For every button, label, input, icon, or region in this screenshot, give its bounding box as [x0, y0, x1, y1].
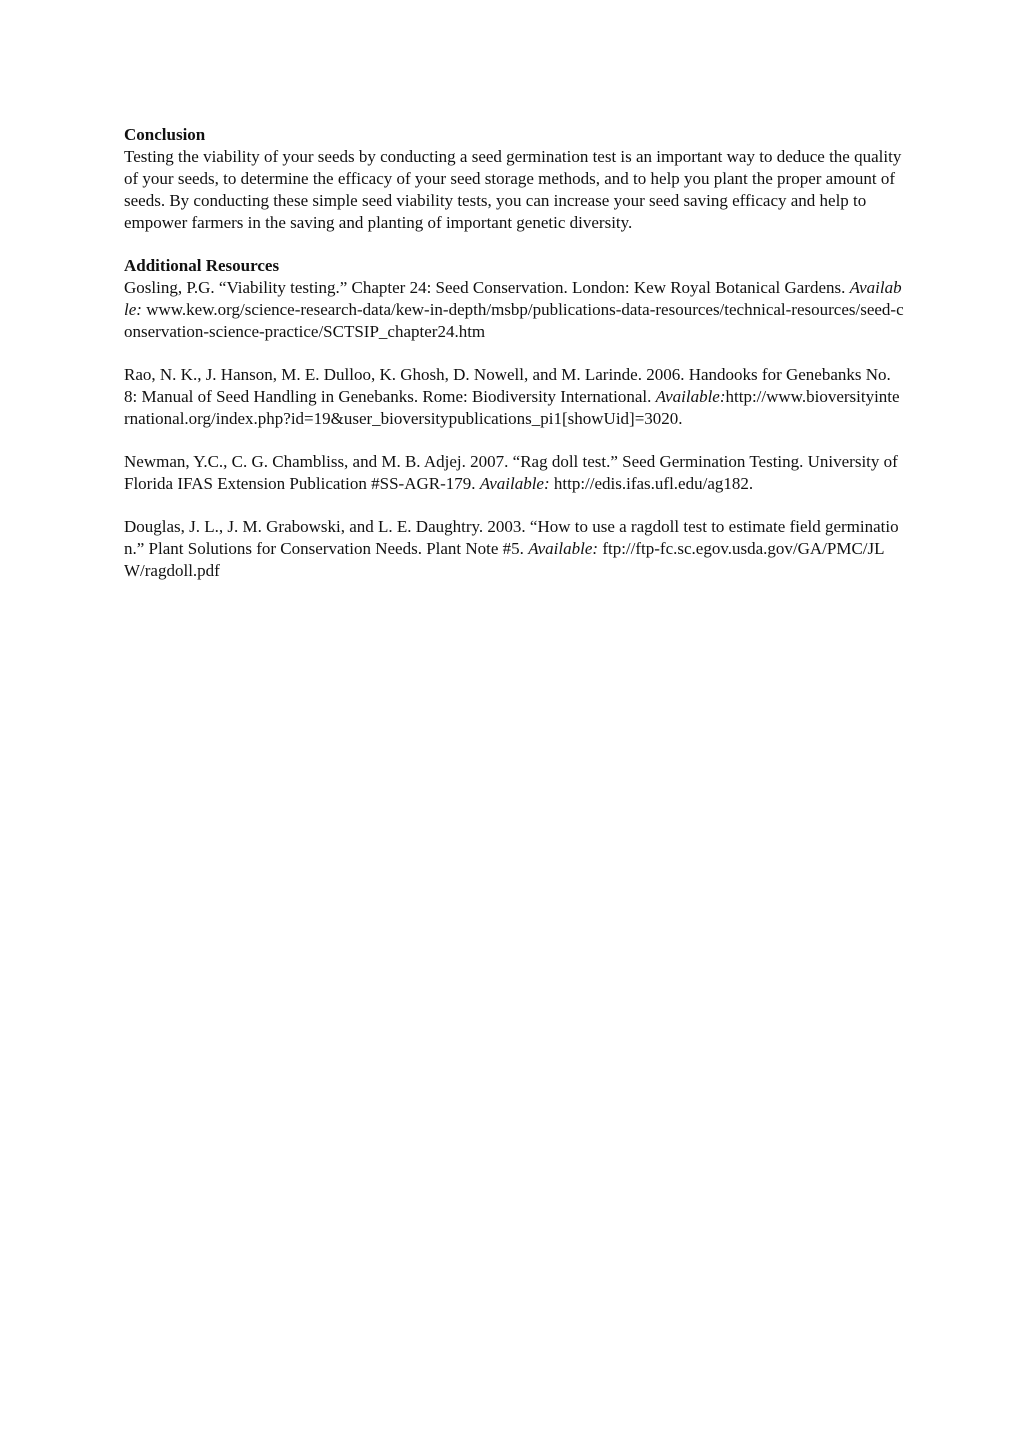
conclusion-heading: Conclusion	[124, 125, 206, 144]
conclusion-paragraph: Testing the viability of your seeds by conducting a seed germination test is an important way to deduce the quality of your seeds, to determine the efficacy of your seed storage methods, and to help you plant the proper amount of seeds. By conducting these simple seed viability tests, you can increase your seed saving efficacy and help to empower farmers in the saving and planting of important genetic diversity.	[124, 147, 902, 232]
reference-item-gosling	[124, 277, 904, 343]
reference-url[interactable]: www.kew.org/science-research-data/kew-in-depth/msbp/publications-data-resources/technical-resources/seed-conservation-science-practice/SCTSIP_chapter24.htm	[124, 300, 904, 341]
reference-url[interactable]: ftp://ftp-fc.sc.egov.usda.gov/GA/PMC/JLW/ragdoll.pdf	[124, 539, 885, 580]
reference-citation: Douglas, J. L., J. M. Grabowski, and L. E. Daughtry. 2003. “How to use a ragdoll test to estimate field germination.” Plant Solutions for Conservation Needs. Plant Note #5.	[124, 517, 899, 558]
available-label: Available:	[528, 539, 599, 558]
resources-heading: Additional Resources	[124, 256, 280, 275]
reference-url[interactable]: http://www.bioversityinternational.org/index.php?id=19&user_bioversitypublications_pi1[showUid]=3020.	[124, 387, 900, 428]
reference-item-douglas	[124, 516, 904, 582]
available-label: Available:	[479, 474, 550, 493]
reference-citation: Gosling, P.G. “Viability testing.” Chapter 24: Seed Conservation. London: Kew Royal Botanical Gardens.	[124, 278, 850, 297]
conclusion-section	[124, 124, 904, 234]
resources-section	[124, 255, 904, 582]
available-label: Available:	[655, 387, 726, 406]
reference-url[interactable]: http://edis.ifas.ufl.edu/ag182.	[549, 474, 754, 493]
reference-item-rao	[124, 364, 904, 430]
document-page	[124, 124, 904, 603]
reference-item-newman	[124, 451, 904, 495]
available-label: Available:	[124, 278, 902, 319]
reference-citation: Rao, N. K., J. Hanson, M. E. Dulloo, K. Ghosh, D. Nowell, and M. Larinde. 2006. Handooks for Genebanks No. 8: Manual of Seed Handling in Genebanks. Rome: Biodiversity International.	[124, 365, 891, 406]
reference-citation: Newman, Y.C., C. G. Chambliss, and M. B. Adjej. 2007. “Rag doll test.” Seed Germination Testing. University of Florida IFAS Extension Publication #SS-AGR-179.	[124, 452, 898, 493]
